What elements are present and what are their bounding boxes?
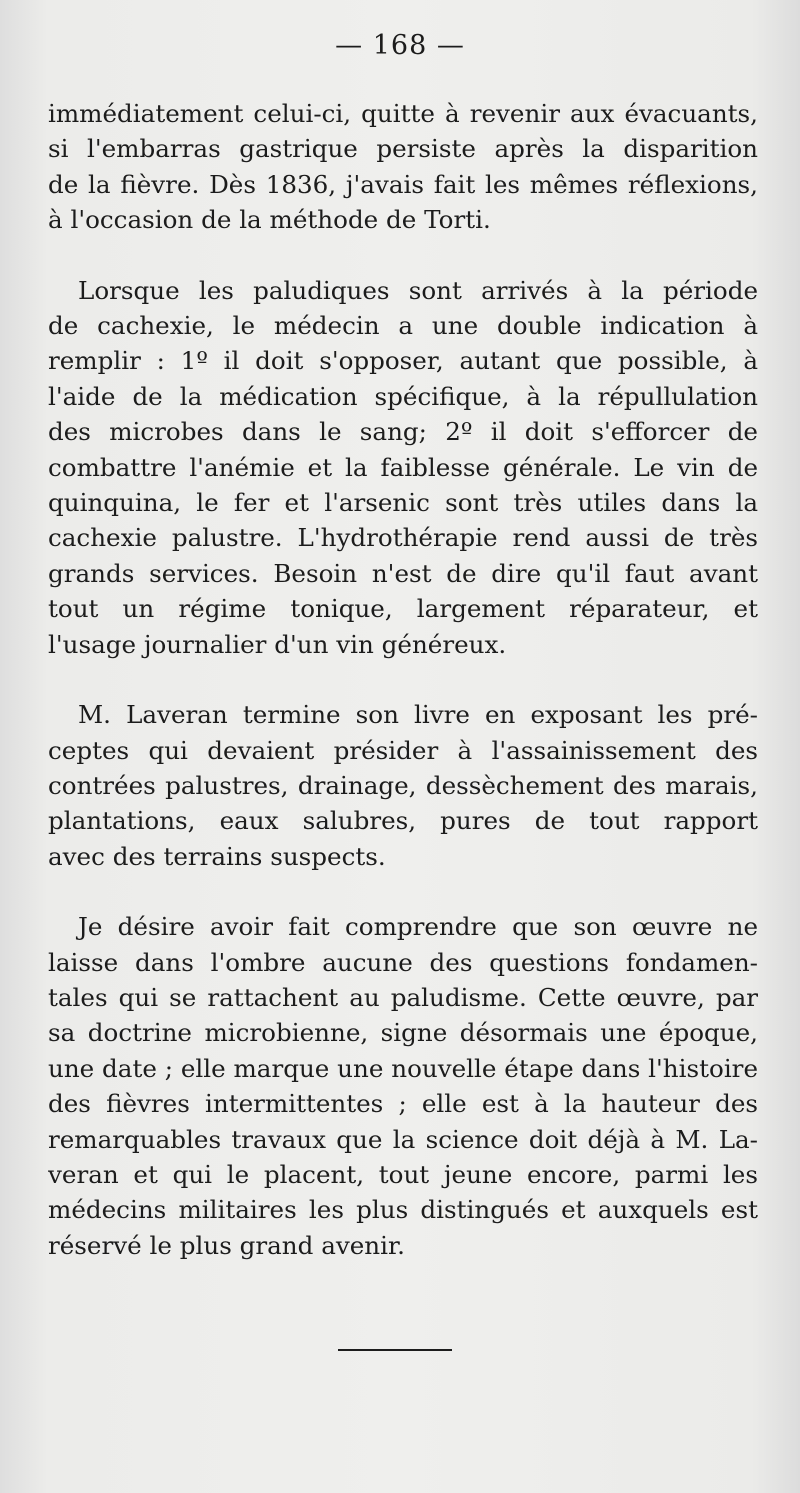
- text-line: plantations, eaux salubres, pures de tout rapport: [48, 806, 758, 836]
- text-line: Lorsque les paludiques sont arrivés à la période: [78, 275, 758, 305]
- text-line: sa doctrine microbienne, signe désormais une époque,: [48, 1018, 758, 1048]
- text-line: remplir : 1º il doit s'opposer, autant que possible, à: [48, 346, 758, 376]
- text-line: réservé le plus grand avenir.: [48, 1230, 405, 1260]
- text-line: si l'embarras gastrique persiste après la disparition: [48, 134, 758, 164]
- text-line: tales qui se rattachent au paludisme. Cette œuvre, par: [48, 982, 758, 1012]
- text-line: médecins militaires les plus distingués et auxquels est: [48, 1195, 758, 1225]
- text-line: une date ; elle marque une nouvelle étape dans l'histoire: [48, 1053, 758, 1083]
- text-line: laisse dans l'ombre aucune des questions fondamen-: [48, 947, 758, 977]
- text-line: cachexie palustre. L'hydrothérapie rend aussi de très: [48, 523, 758, 553]
- text-line: M. Laveran termine son livre en exposant les pré-: [78, 700, 758, 730]
- text-line: à l'occasion de la méthode de Torti.: [48, 205, 491, 235]
- end-rule: [338, 1349, 452, 1351]
- text-line: contrées palustres, drainage, dessèchement des marais,: [48, 770, 758, 800]
- text-line: quinquina, le fer et l'arsenic sont très utiles dans la: [48, 488, 758, 518]
- text-line: de la fièvre. Dès 1836, j'avais fait les mêmes réflexions,: [48, 169, 758, 199]
- text-line: l'aide de la médication spécifique, à la répullulation: [48, 381, 758, 411]
- paragraph-1: [48, 96, 758, 238]
- text-line: grands services. Besoin n'est de dire qu'il faut avant: [48, 558, 758, 588]
- text-line: avec des terrains suspects.: [48, 841, 386, 871]
- text-line: tout un régime tonique, largement réparateur, et: [48, 594, 758, 624]
- text-line: immédiatement celui-ci, quitte à revenir aux évacuants,: [48, 99, 758, 128]
- paragraph-4: [48, 909, 758, 1263]
- paragraph-3: [48, 697, 758, 874]
- text-line: l'usage journalier d'un vin généreux.: [48, 629, 507, 659]
- text-line: de cachexie, le médecin a une double indication à: [48, 311, 758, 341]
- text-line: remarquables travaux que la science doit déjà à M. La-: [48, 1124, 758, 1154]
- text-line: combattre l'anémie et la faiblesse générale. Le vin de: [48, 452, 758, 482]
- paragraph-2: [48, 273, 758, 662]
- text-line: des fièvres intermittentes ; elle est à la hauteur des: [48, 1089, 758, 1119]
- text-line: veran et qui le placent, tout jeune encore, parmi les: [48, 1159, 758, 1189]
- text-line: des microbes dans le sang; 2º il doit s'efforcer de: [48, 417, 758, 447]
- body-text: [48, 96, 758, 1263]
- text-line: Je désire avoir fait comprendre que son œuvre ne: [78, 912, 758, 942]
- text-line: ceptes qui devaient présider à l'assainissement des: [48, 735, 758, 765]
- page-number: — 168 —: [335, 30, 465, 61]
